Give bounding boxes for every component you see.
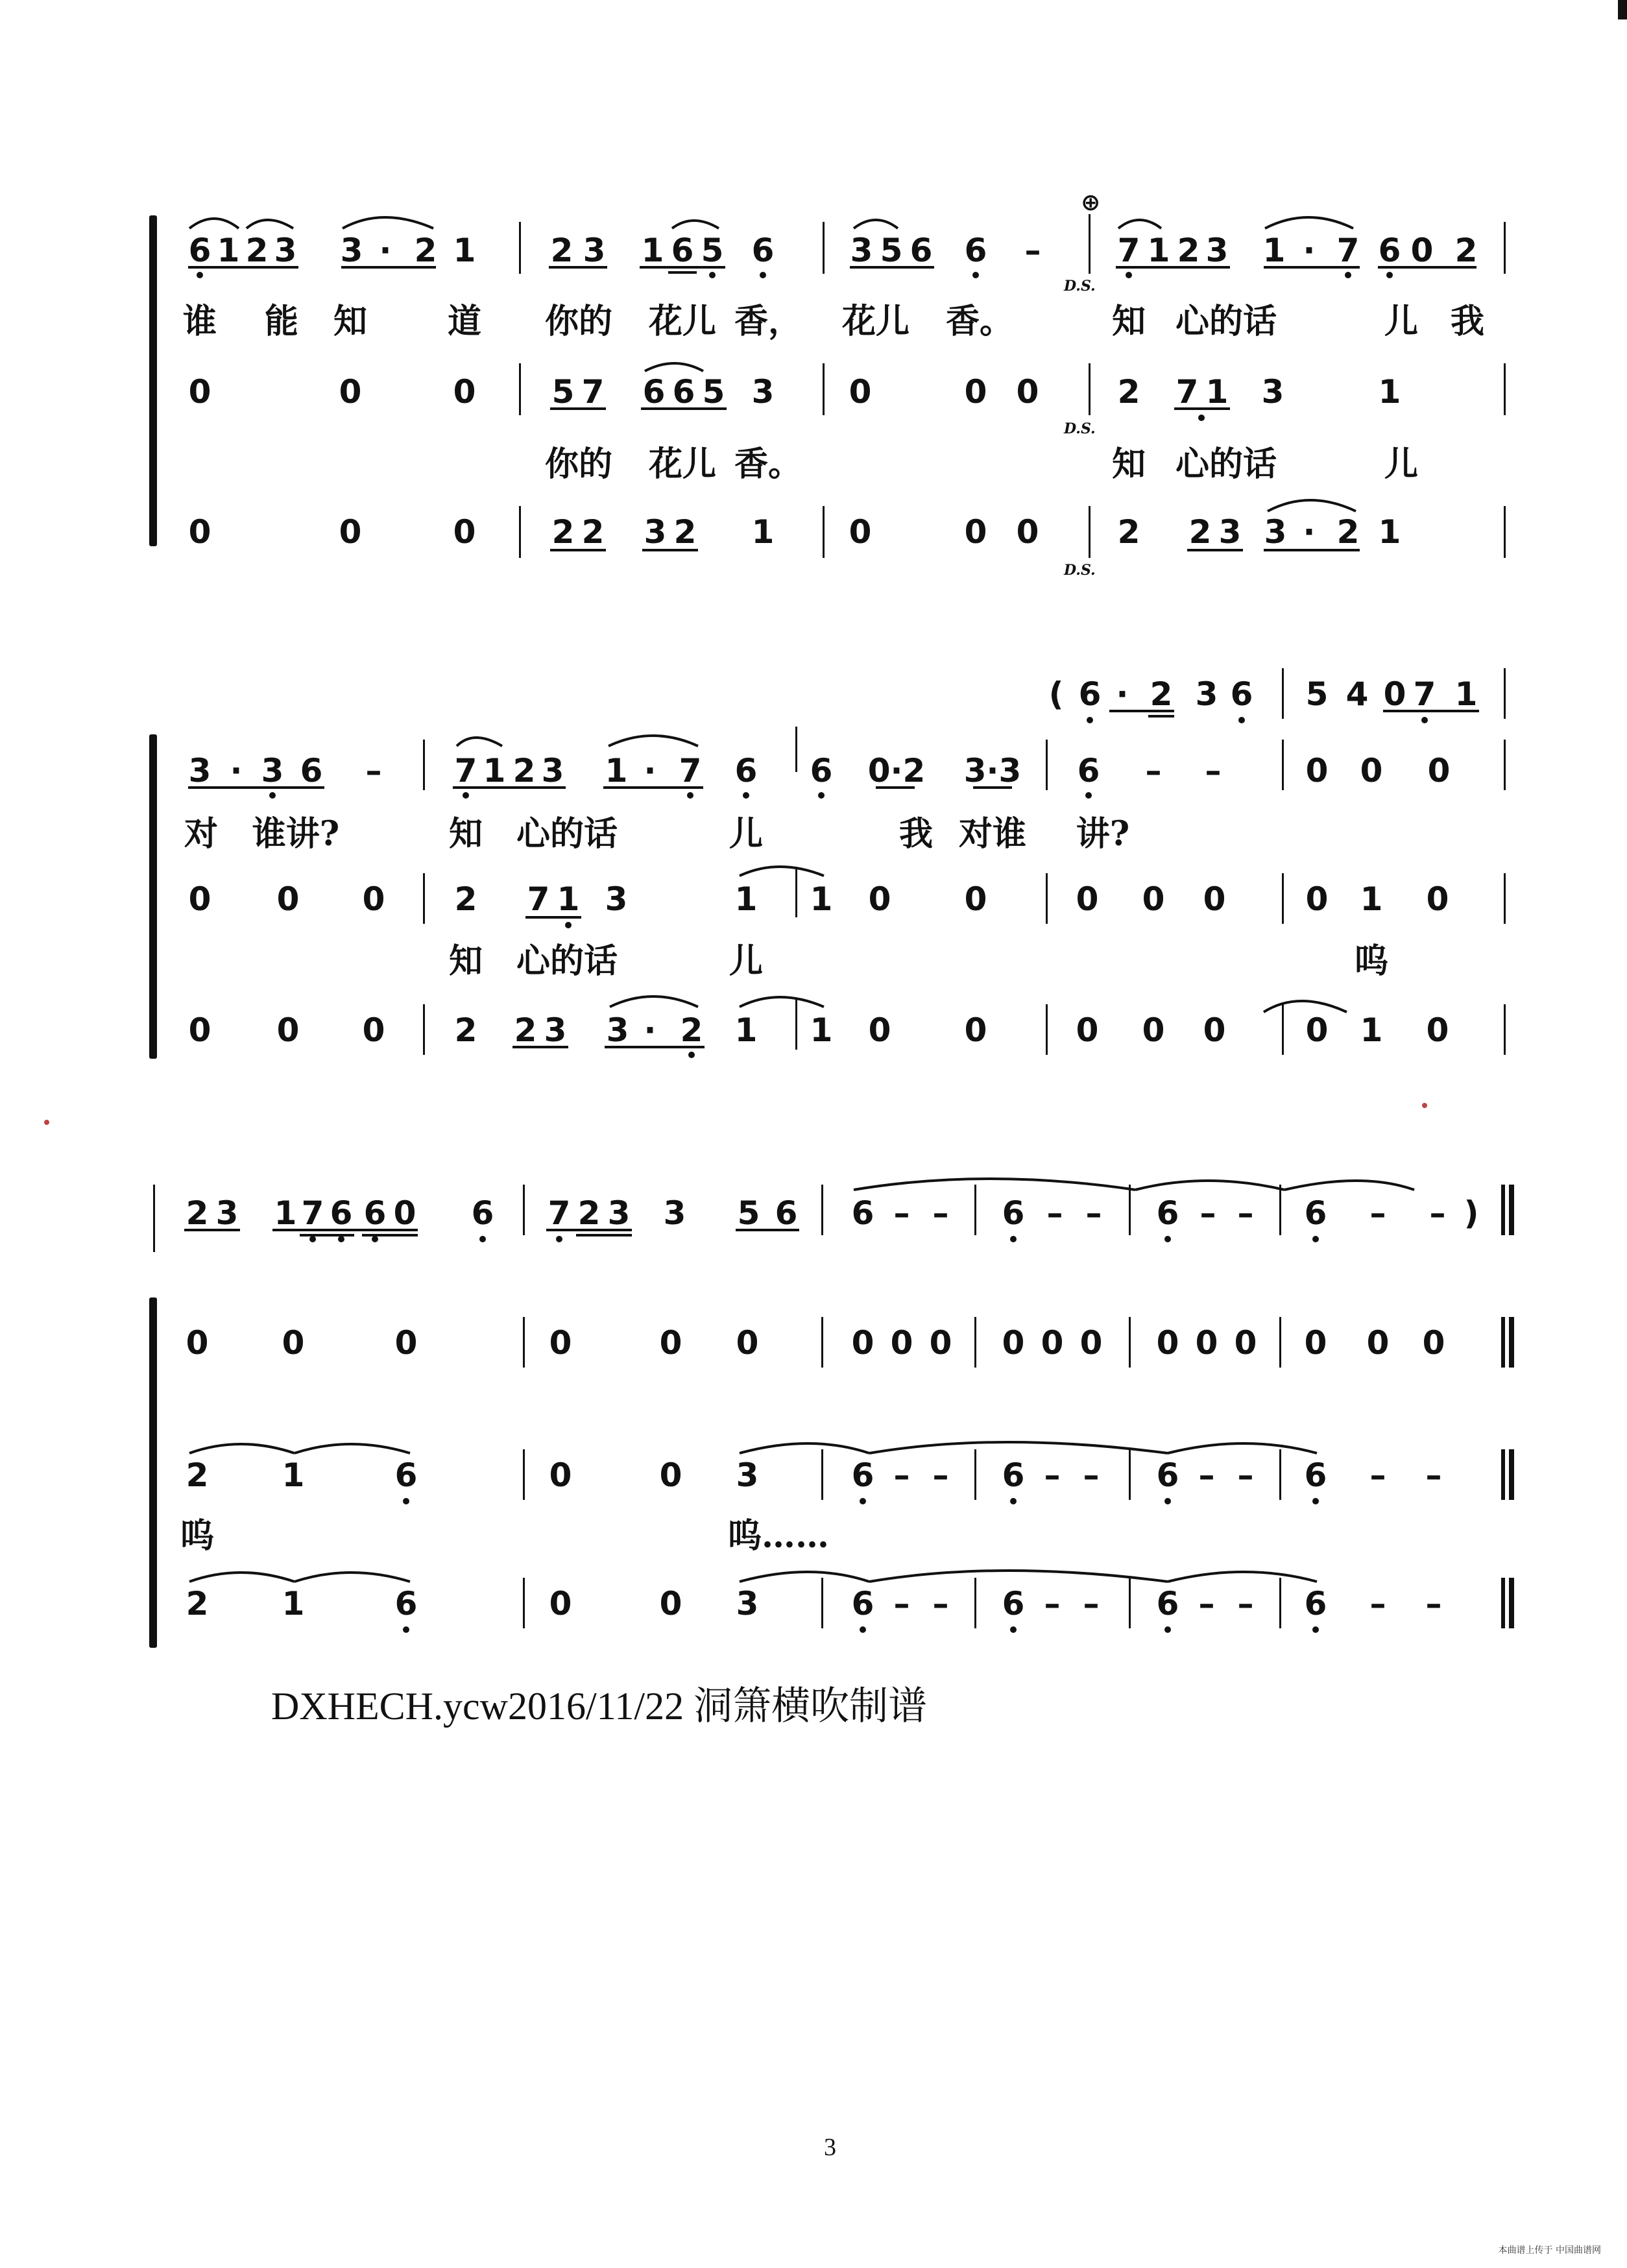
lyric-word: 心的话 — [1175, 302, 1277, 341]
note: 0 — [186, 1324, 209, 1362]
note: · — [644, 752, 657, 790]
note: 0 — [868, 1011, 891, 1049]
note: 6 — [671, 232, 694, 269]
note: 3 — [583, 232, 606, 269]
lyric-word: 我 — [1450, 302, 1485, 341]
lyric-word: 你的 — [544, 302, 613, 341]
lyric-word: 花儿 — [648, 444, 717, 484]
ds-mark: D.S. — [1064, 420, 1096, 437]
note: 0 — [188, 373, 211, 411]
note: 6 — [964, 232, 987, 269]
note: 7 — [1413, 675, 1436, 713]
note: 1 — [641, 232, 664, 269]
note: 2 — [186, 1585, 209, 1623]
ds-mark: D.S. — [1064, 562, 1096, 579]
note: 0 — [1410, 232, 1434, 269]
note: 0 — [276, 880, 300, 918]
note: 0 — [1142, 1011, 1165, 1049]
segno-mark: ⊕ — [1081, 189, 1101, 216]
note: 1 — [751, 513, 775, 551]
note: 2 — [1117, 513, 1140, 551]
note: 2 — [514, 1011, 537, 1049]
note: 0 — [1203, 880, 1226, 918]
note: 0 — [453, 513, 476, 551]
note: 0 — [1076, 1011, 1099, 1049]
note: 7 — [581, 373, 605, 411]
lyric-word: 心的话 — [516, 814, 618, 854]
note: 3 — [1218, 513, 1242, 551]
note: 6 — [851, 1585, 874, 1623]
note: – — [932, 1194, 949, 1232]
note: 6 — [1002, 1194, 1025, 1232]
lyric-word: 香。 — [734, 444, 802, 484]
note: 7 — [1117, 232, 1140, 269]
note: 6 — [1156, 1585, 1179, 1623]
note: – — [1237, 1456, 1254, 1494]
note: – — [1369, 1585, 1386, 1623]
note: 1 — [453, 232, 476, 269]
note: 6 — [1378, 232, 1401, 269]
note: 3 — [1205, 232, 1229, 269]
note: 0 — [453, 373, 476, 411]
note: 6 — [1156, 1194, 1179, 1232]
note: – — [893, 1194, 910, 1232]
note: – — [1044, 1456, 1061, 1494]
lyric-word: 儿 — [1384, 444, 1419, 484]
lyric-word: 谁讲? — [252, 814, 340, 854]
note: 1 — [1360, 880, 1383, 918]
note: 6 — [394, 1585, 418, 1623]
note: – — [1044, 1585, 1061, 1623]
note: 2 — [577, 1194, 601, 1232]
note: 1 — [282, 1585, 305, 1623]
note: 0 — [659, 1585, 682, 1623]
note: 0 — [659, 1324, 682, 1362]
note: 6 — [1156, 1456, 1179, 1494]
lyric-word: 谁 — [182, 302, 217, 341]
note: 1 — [605, 752, 628, 790]
note: 0 — [1383, 675, 1406, 713]
lyric-word: 知 — [1111, 302, 1146, 341]
note: 3 — [751, 373, 775, 411]
note: ) — [1464, 1194, 1479, 1232]
note: · — [1116, 675, 1129, 713]
note: 7 — [1336, 232, 1360, 269]
note: 0·2 — [867, 752, 926, 790]
lyric-word: 知 — [1111, 444, 1146, 484]
note: 0 — [1203, 1011, 1226, 1049]
note: 0 — [849, 513, 872, 551]
note: 5 — [880, 232, 903, 269]
note: 6 — [642, 373, 666, 411]
note: 0 — [1156, 1324, 1179, 1362]
note: 2 — [512, 752, 536, 790]
lyric-word: 你的 — [544, 444, 613, 484]
note: – — [1425, 1585, 1442, 1623]
note: 1 — [734, 880, 758, 918]
note: 6 — [363, 1194, 387, 1232]
note: – — [893, 1456, 910, 1494]
note: 2 — [1117, 373, 1140, 411]
lyric-word: 心的话 — [516, 941, 618, 981]
note: 6 — [330, 1194, 353, 1232]
note: 0 — [393, 1194, 416, 1232]
note: 3 — [188, 752, 211, 790]
note: 5 — [551, 373, 575, 411]
note: 0 — [394, 1324, 418, 1362]
note: 6 — [1002, 1585, 1025, 1623]
note: 0 — [1427, 752, 1451, 790]
note: – — [1024, 232, 1041, 269]
note: 1 — [1454, 675, 1478, 713]
note: 1 — [282, 1456, 305, 1494]
note: 5 — [737, 1194, 760, 1232]
note: 0 — [929, 1324, 952, 1362]
lyric-word: 道 — [447, 302, 482, 341]
note: 3 — [1264, 513, 1287, 551]
note: – — [1198, 1456, 1215, 1494]
note: 0 — [362, 1011, 385, 1049]
note: · — [230, 752, 243, 790]
note: 0 — [1016, 513, 1039, 551]
note: 0 — [851, 1324, 874, 1362]
lyric-word: 讲? — [1076, 814, 1130, 854]
note: – — [1429, 1194, 1446, 1232]
note: 6 — [910, 232, 933, 269]
note: 3 — [340, 232, 363, 269]
note: 0 — [276, 1011, 300, 1049]
note: 0 — [549, 1456, 572, 1494]
footer-credit: DXHECH.ycw2016/11/22 洞箫横吹制谱 — [271, 1685, 928, 1728]
note: 3·3 — [963, 752, 1022, 790]
note: 6 — [394, 1456, 418, 1494]
note: 0 — [868, 880, 891, 918]
note: 3 — [663, 1194, 686, 1232]
note: – — [1083, 1585, 1100, 1623]
note: 3 — [850, 232, 873, 269]
note: 1 — [217, 232, 240, 269]
note: 7 — [679, 752, 702, 790]
note: · — [1303, 232, 1316, 269]
note: 3 — [1195, 675, 1218, 713]
note: 3 — [736, 1585, 759, 1623]
note: 0 — [1195, 1324, 1218, 1362]
note: 2 — [1336, 513, 1360, 551]
note: 0 — [1422, 1324, 1445, 1362]
note: 0 — [890, 1324, 913, 1362]
note: 6 — [775, 1194, 798, 1232]
note: – — [1425, 1456, 1442, 1494]
note: 7 — [548, 1194, 571, 1232]
note: 1 — [1378, 513, 1401, 551]
note: – — [1085, 1194, 1102, 1232]
note: 0 — [849, 373, 872, 411]
note: – — [1237, 1194, 1254, 1232]
note: 3 — [605, 880, 628, 918]
note: 2 — [680, 1011, 703, 1049]
lyric-word: 香。 — [945, 302, 1014, 341]
note: 5 — [1305, 675, 1329, 713]
note: 1 — [810, 880, 833, 918]
note: 6 — [300, 752, 323, 790]
lyric-word: 花儿 — [841, 302, 910, 341]
note: · — [1303, 513, 1316, 551]
note: 0 — [1305, 880, 1329, 918]
note: 7 — [1175, 373, 1199, 411]
note: 6 — [188, 232, 211, 269]
note: 0 — [964, 373, 987, 411]
note: 1 — [1205, 373, 1229, 411]
note: 7 — [527, 880, 550, 918]
note: – — [1198, 1585, 1215, 1623]
note: 2 — [550, 232, 573, 269]
note: ( — [1048, 675, 1064, 713]
note: 0 — [188, 880, 211, 918]
note: 1 — [1147, 232, 1170, 269]
note: 2 — [186, 1456, 209, 1494]
note: 6 — [1304, 1194, 1327, 1232]
note: – — [1369, 1194, 1386, 1232]
note: 0 — [1041, 1324, 1064, 1362]
note: – — [365, 752, 382, 790]
note: 3 — [606, 1011, 629, 1049]
note: 6 — [1002, 1456, 1025, 1494]
note: 6 — [1230, 675, 1253, 713]
lyric-word: 我 — [898, 814, 934, 854]
note: 5 — [701, 232, 724, 269]
note: 0 — [1426, 880, 1449, 918]
note: – — [1369, 1456, 1386, 1494]
lyric-word: 呜 — [180, 1516, 215, 1556]
note: 1 — [274, 1194, 297, 1232]
note: – — [932, 1456, 949, 1494]
note: 0 — [339, 513, 362, 551]
lyric-word: 儿 — [1384, 302, 1419, 341]
note: 2 — [454, 880, 477, 918]
note: 0 — [964, 1011, 987, 1049]
note: 5 — [702, 373, 725, 411]
note: 2 — [581, 513, 605, 551]
note: 0 — [1076, 880, 1099, 918]
ds-mark: D.S. — [1064, 278, 1096, 295]
lyric-word: 呜 — [1354, 941, 1389, 981]
note: 2 — [414, 232, 437, 269]
note: 0 — [964, 880, 987, 918]
note: 0 — [1305, 1011, 1329, 1049]
note: 0 — [1426, 1011, 1449, 1049]
note: – — [1046, 1194, 1063, 1232]
note: 0 — [549, 1324, 572, 1362]
note: 0 — [964, 513, 987, 551]
note: 0 — [736, 1324, 759, 1362]
note: 6 — [851, 1456, 874, 1494]
note: 4 — [1345, 675, 1369, 713]
lyric-word: 花儿 — [648, 302, 717, 341]
note: 1 — [734, 1011, 758, 1049]
note: 6 — [471, 1194, 494, 1232]
note: – — [1205, 752, 1222, 790]
lyric-word: 知 — [448, 941, 483, 981]
lyric-word: 呜…… — [727, 1516, 830, 1556]
note: – — [1083, 1456, 1100, 1494]
note: 2 — [454, 1011, 477, 1049]
lyric-word: 对 — [184, 814, 219, 854]
note: 3 — [541, 752, 564, 790]
note: 2 — [1177, 232, 1200, 269]
note: 3 — [607, 1194, 631, 1232]
note: 2 — [1188, 513, 1212, 551]
note: 0 — [1016, 373, 1039, 411]
note: 3 — [1261, 373, 1284, 411]
note: 2 — [1454, 232, 1478, 269]
note: 0 — [362, 880, 385, 918]
lyric-word: 儿 — [729, 814, 764, 854]
note: 0 — [282, 1324, 305, 1362]
lyric-word: 香， — [734, 302, 802, 341]
note: 0 — [1234, 1324, 1257, 1362]
note: 1 — [810, 1011, 833, 1049]
note: 6 — [672, 373, 695, 411]
note: 2 — [673, 513, 697, 551]
note: 6 — [734, 752, 758, 790]
note: – — [1237, 1585, 1254, 1623]
note: 0 — [659, 1456, 682, 1494]
note: 1 — [557, 880, 580, 918]
note: 6 — [1078, 675, 1102, 713]
note: 0 — [1002, 1324, 1025, 1362]
note: 0 — [339, 373, 362, 411]
lyric-word: 能 — [264, 302, 299, 341]
note: 6 — [751, 232, 775, 269]
note: 2 — [551, 513, 575, 551]
note: 7 — [454, 752, 477, 790]
note: – — [1145, 752, 1162, 790]
lyric-word: 心的话 — [1175, 444, 1277, 484]
note: 0 — [188, 1011, 211, 1049]
note: 2 — [186, 1194, 209, 1232]
note: 3 — [544, 1011, 567, 1049]
lyric-word: 知 — [333, 302, 368, 341]
note: – — [1199, 1194, 1216, 1232]
note: 1 — [1262, 232, 1286, 269]
lyric-word: 知 — [448, 814, 483, 854]
note: 1 — [1378, 373, 1401, 411]
note: 3 — [736, 1456, 759, 1494]
note: 0 — [1305, 752, 1329, 790]
note: – — [932, 1585, 949, 1623]
watermark: 本曲谱上传于 中国曲谱网 — [1498, 2245, 1601, 2256]
note: 0 — [1079, 1324, 1103, 1362]
note: 6 — [851, 1194, 874, 1232]
note: 6 — [1304, 1456, 1327, 1494]
note: 3 — [274, 232, 297, 269]
note: 6 — [1077, 752, 1100, 790]
lyric-word: 对谁 — [958, 814, 1027, 854]
page-number: 3 — [824, 2134, 836, 2161]
note: · — [644, 1011, 657, 1049]
note: 0 — [188, 513, 211, 551]
note: 0 — [1142, 880, 1165, 918]
note: – — [893, 1585, 910, 1623]
note: · — [379, 232, 392, 269]
lyric-word: 儿 — [729, 941, 764, 981]
note: 0 — [1360, 752, 1383, 790]
note: 3 — [215, 1194, 239, 1232]
note: 2 — [1150, 675, 1173, 713]
note: 6 — [810, 752, 833, 790]
note: 0 — [1366, 1324, 1390, 1362]
note: 1 — [1360, 1011, 1383, 1049]
note: 3 — [644, 513, 667, 551]
note: 3 — [261, 752, 284, 790]
note: 0 — [549, 1585, 572, 1623]
note: 0 — [1304, 1324, 1327, 1362]
note: 2 — [245, 232, 269, 269]
note: 1 — [483, 752, 506, 790]
note: 6 — [1304, 1585, 1327, 1623]
note: 7 — [301, 1194, 324, 1232]
